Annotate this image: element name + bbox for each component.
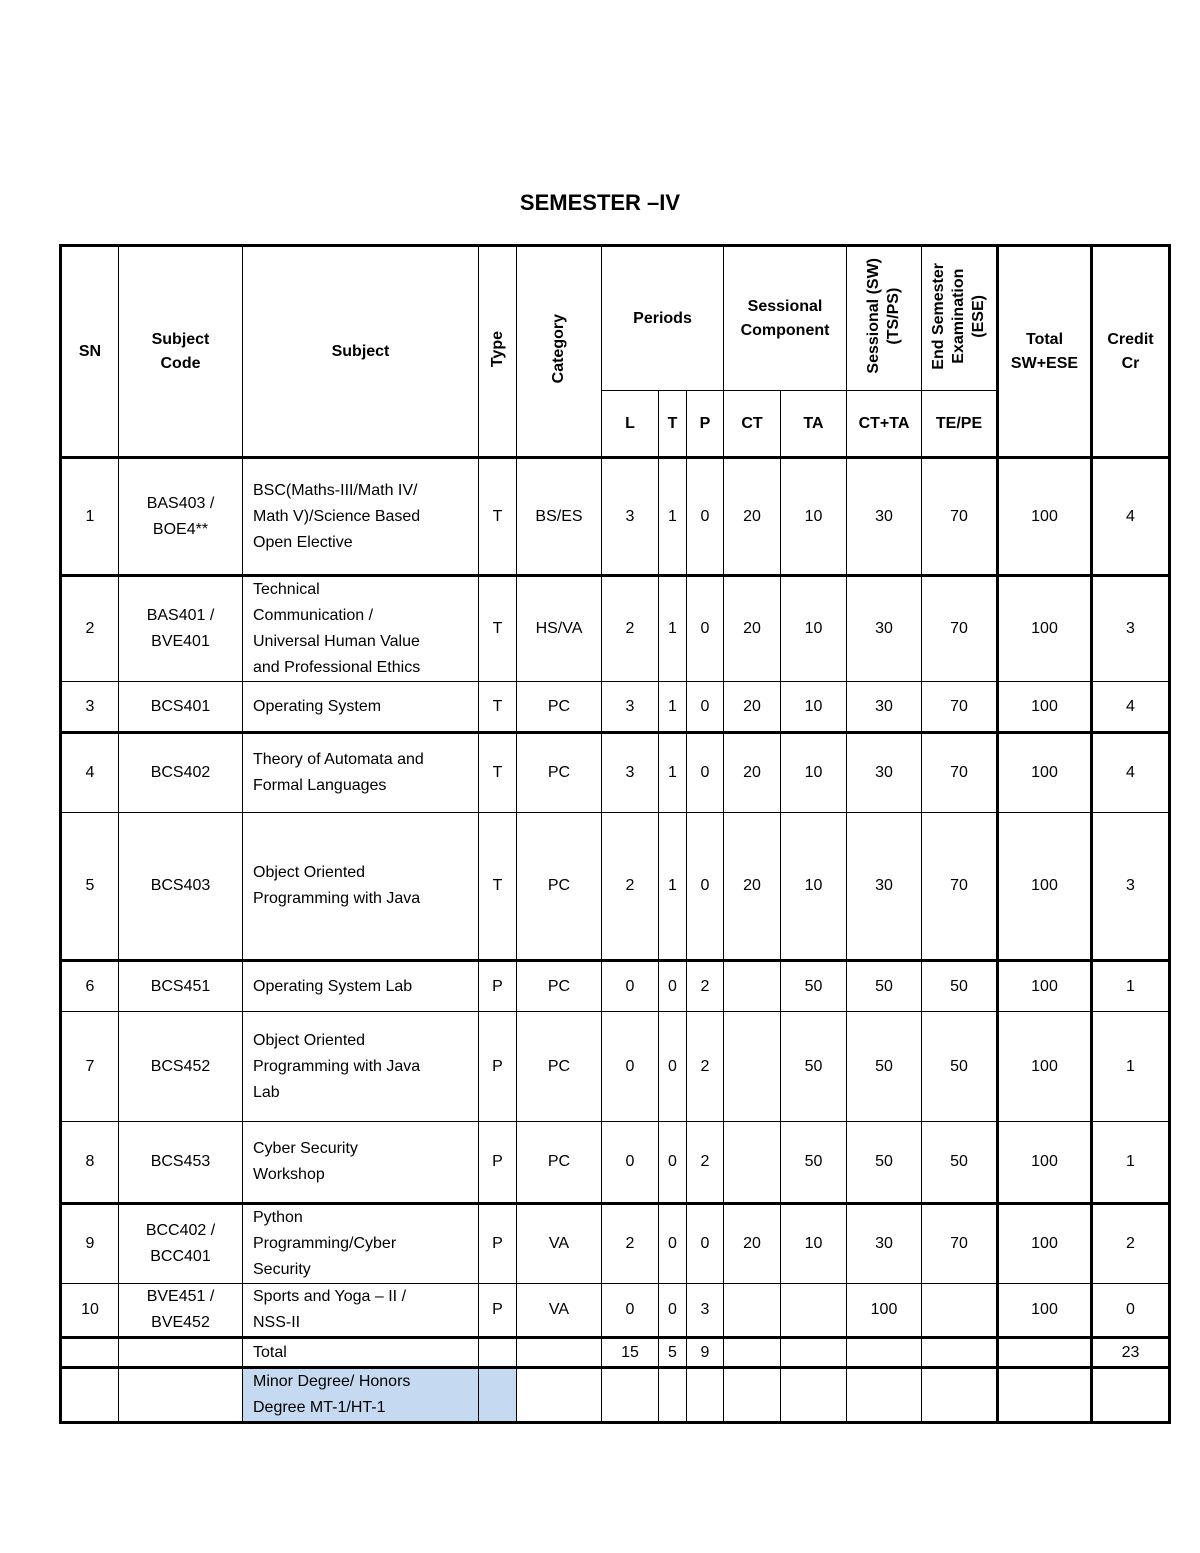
cell-type: P <box>479 1012 517 1122</box>
cell-ta: 10 <box>781 458 847 576</box>
cell-sn: 4 <box>61 733 119 813</box>
table-row <box>61 458 1170 576</box>
cell-type: T <box>479 813 517 961</box>
minor-ta-cell <box>781 1368 847 1423</box>
cell-sn: 6 <box>61 961 119 1012</box>
cell-total: 100 <box>998 813 1092 961</box>
cell-p: 2 <box>687 1122 724 1204</box>
cell-l: 0 <box>602 1122 659 1204</box>
cell-sn: 5 <box>61 813 119 961</box>
cell-code: BCS453 <box>119 1122 243 1204</box>
cell-ta: 10 <box>781 813 847 961</box>
cell-ese: 70 <box>922 682 998 733</box>
cell-t: 1 <box>659 813 687 961</box>
cell-ta: 50 <box>781 961 847 1012</box>
cell-ese <box>922 1284 998 1338</box>
cell-code: BCS451 <box>119 961 243 1012</box>
header-sn: SN <box>61 246 119 458</box>
cell-ct: 20 <box>724 813 781 961</box>
minor-sw-cell <box>847 1368 922 1423</box>
cell-sn: 9 <box>61 1204 119 1284</box>
cell-t: 1 <box>659 576 687 682</box>
cell-t: 0 <box>659 1122 687 1204</box>
cell-t: 1 <box>659 458 687 576</box>
cell-l: 0 <box>602 961 659 1012</box>
cell-subject: Object Oriented Programming with Java <box>243 813 479 961</box>
cell-code: BCS402 <box>119 733 243 813</box>
header-category <box>517 246 602 458</box>
cell-credit: 3 <box>1092 576 1170 682</box>
cell-subject: Technical Communication / Universal Human Value and Professional Ethics <box>243 576 479 682</box>
cell-t: 1 <box>659 733 687 813</box>
cell-ta <box>781 1284 847 1338</box>
cell-l: 2 <box>602 576 659 682</box>
semester-schedule-table <box>59 244 1171 1424</box>
header-sessional-sw <box>847 246 922 391</box>
cell-code: BCS401 <box>119 682 243 733</box>
cell-credit: 1 <box>1092 961 1170 1012</box>
header-ta: TA <box>781 391 847 458</box>
cell-ese: 50 <box>922 1122 998 1204</box>
cell-p: 3 <box>687 1284 724 1338</box>
cell-subject: Operating System <box>243 682 479 733</box>
cell-type: T <box>479 576 517 682</box>
header-l: L <box>602 391 659 458</box>
total-l: 15 <box>602 1338 659 1368</box>
cell-total: 100 <box>998 1284 1092 1338</box>
total-ct-cell <box>724 1338 781 1368</box>
cell-t: 0 <box>659 961 687 1012</box>
cell-sw: 50 <box>847 1122 922 1204</box>
cell-total: 100 <box>998 733 1092 813</box>
cell-ct <box>724 1284 781 1338</box>
cell-type: P <box>479 1204 517 1284</box>
table-row <box>61 1012 1170 1122</box>
cell-subject: Sports and Yoga – II / NSS-II <box>243 1284 479 1338</box>
header-ct: CT <box>724 391 781 458</box>
cell-total: 100 <box>998 1204 1092 1284</box>
total-category-cell <box>517 1338 602 1368</box>
table-row <box>61 682 1170 733</box>
cell-p: 0 <box>687 576 724 682</box>
cell-code: BCC402 / BCC401 <box>119 1204 243 1284</box>
cell-l: 0 <box>602 1012 659 1122</box>
cell-ese: 70 <box>922 458 998 576</box>
header-subject-code: Subject Code <box>119 246 243 458</box>
cell-l: 2 <box>602 813 659 961</box>
minor-sn-cell <box>61 1368 119 1423</box>
cell-category: PC <box>517 1122 602 1204</box>
header-credit: Credit Cr <box>1092 246 1170 458</box>
cell-category: VA <box>517 1284 602 1338</box>
total-code-cell <box>119 1338 243 1368</box>
cell-sw: 30 <box>847 1204 922 1284</box>
cell-l: 3 <box>602 733 659 813</box>
cell-sw: 30 <box>847 733 922 813</box>
cell-l: 3 <box>602 458 659 576</box>
header-periods: Periods <box>602 246 724 391</box>
total-row <box>61 1338 1170 1368</box>
cell-total: 100 <box>998 458 1092 576</box>
header-sessional-component: Sessional Component <box>724 246 847 391</box>
cell-total: 100 <box>998 1012 1092 1122</box>
cell-credit: 4 <box>1092 733 1170 813</box>
cell-ta: 10 <box>781 733 847 813</box>
cell-p: 0 <box>687 1204 724 1284</box>
header-category-label: Category <box>550 314 567 384</box>
cell-code: BVE451 / BVE452 <box>119 1284 243 1338</box>
cell-total: 100 <box>998 682 1092 733</box>
cell-p: 0 <box>687 458 724 576</box>
cell-type: P <box>479 961 517 1012</box>
minor-total-cell <box>998 1368 1092 1423</box>
table-row <box>61 576 1170 682</box>
cell-code: BAS403 / BOE4** <box>119 458 243 576</box>
cell-subject: Operating System Lab <box>243 961 479 1012</box>
cell-p: 0 <box>687 682 724 733</box>
cell-code: BAS401 / BVE401 <box>119 576 243 682</box>
cell-ta: 10 <box>781 682 847 733</box>
table-row <box>61 733 1170 813</box>
minor-ese-cell <box>922 1368 998 1423</box>
cell-sw: 100 <box>847 1284 922 1338</box>
minor-l-cell <box>602 1368 659 1423</box>
cell-ese: 50 <box>922 961 998 1012</box>
cell-type: T <box>479 682 517 733</box>
cell-category: PC <box>517 1012 602 1122</box>
cell-ta: 50 <box>781 1012 847 1122</box>
cell-ese: 70 <box>922 576 998 682</box>
cell-sn: 8 <box>61 1122 119 1204</box>
cell-sn: 3 <box>61 682 119 733</box>
cell-total: 100 <box>998 961 1092 1012</box>
cell-t: 1 <box>659 682 687 733</box>
total-type-cell <box>479 1338 517 1368</box>
cell-ct: 20 <box>724 733 781 813</box>
cell-sn: 10 <box>61 1284 119 1338</box>
page-title: SEMESTER –IV <box>519 190 681 215</box>
cell-ct: 20 <box>724 682 781 733</box>
header-t: T <box>659 391 687 458</box>
header-type-label: Type <box>488 330 506 368</box>
cell-credit: 4 <box>1092 682 1170 733</box>
cell-credit: 1 <box>1092 1122 1170 1204</box>
cell-credit: 0 <box>1092 1284 1170 1338</box>
minor-p-cell <box>687 1368 724 1423</box>
table-row <box>61 813 1170 961</box>
cell-type: P <box>479 1284 517 1338</box>
minor-degree-row <box>61 1368 1170 1423</box>
cell-p: 2 <box>687 1012 724 1122</box>
table-body <box>61 458 1170 1338</box>
minor-code-cell <box>119 1368 243 1423</box>
total-t: 5 <box>659 1338 687 1368</box>
cell-type: T <box>479 733 517 813</box>
cell-subject: BSC(Maths-III/Math IV/ Math V)/Science Based Open Elective <box>243 458 479 576</box>
cell-subject: Object Oriented Programming with Java Lab <box>243 1012 479 1122</box>
cell-subject: Python Programming/Cyber Security <box>243 1204 479 1284</box>
total-sw-cell <box>847 1338 922 1368</box>
cell-sn: 7 <box>61 1012 119 1122</box>
header-total: Total SW+ESE <box>998 246 1092 458</box>
cell-category: PC <box>517 813 602 961</box>
cell-l: 0 <box>602 1284 659 1338</box>
cell-ta: 10 <box>781 1204 847 1284</box>
cell-ta: 10 <box>781 576 847 682</box>
cell-subject: Cyber Security Workshop <box>243 1122 479 1204</box>
cell-p: 2 <box>687 961 724 1012</box>
header-p: P <box>687 391 724 458</box>
total-sn-cell <box>61 1338 119 1368</box>
cell-l: 2 <box>602 1204 659 1284</box>
header-row-top <box>61 246 1170 391</box>
cell-category: BS/ES <box>517 458 602 576</box>
minor-category-cell <box>517 1368 602 1423</box>
cell-t: 0 <box>659 1284 687 1338</box>
cell-code: BCS452 <box>119 1012 243 1122</box>
cell-ese: 70 <box>922 733 998 813</box>
total-credit: 23 <box>1092 1338 1170 1368</box>
minor-credit-cell <box>1092 1368 1170 1423</box>
cell-ta: 50 <box>781 1122 847 1204</box>
cell-ct: 20 <box>724 576 781 682</box>
cell-ese: 50 <box>922 1012 998 1122</box>
header-ct-ta: CT+TA <box>847 391 922 458</box>
header-subject: Subject <box>243 246 479 458</box>
cell-category: PC <box>517 682 602 733</box>
cell-ct: 20 <box>724 458 781 576</box>
minor-ct-cell <box>724 1368 781 1423</box>
total-label: Total <box>243 1338 479 1368</box>
minor-type-cell <box>479 1368 517 1423</box>
cell-subject: Theory of Automata and Formal Languages <box>243 733 479 813</box>
cell-t: 0 <box>659 1204 687 1284</box>
cell-sn: 1 <box>61 458 119 576</box>
cell-credit: 1 <box>1092 1012 1170 1122</box>
table-row <box>61 961 1170 1012</box>
header-type <box>479 246 517 458</box>
cell-sw: 30 <box>847 813 922 961</box>
header-te-pe: TE/PE <box>922 391 998 458</box>
header-end-semester <box>922 246 998 391</box>
cell-sw: 50 <box>847 1012 922 1122</box>
cell-sn: 2 <box>61 576 119 682</box>
table-row <box>61 1204 1170 1284</box>
cell-total: 100 <box>998 576 1092 682</box>
cell-p: 0 <box>687 813 724 961</box>
cell-category: PC <box>517 961 602 1012</box>
cell-p: 0 <box>687 733 724 813</box>
cell-sw: 50 <box>847 961 922 1012</box>
cell-ct: 20 <box>724 1204 781 1284</box>
cell-ese: 70 <box>922 1204 998 1284</box>
cell-credit: 4 <box>1092 458 1170 576</box>
cell-credit: 2 <box>1092 1204 1170 1284</box>
header-sessional-sw-label: Sessional (SW) (TS/PS) <box>865 258 902 374</box>
cell-sw: 30 <box>847 576 922 682</box>
table-row <box>61 1122 1170 1204</box>
cell-category: VA <box>517 1204 602 1284</box>
cell-category: PC <box>517 733 602 813</box>
cell-type: T <box>479 458 517 576</box>
cell-ct <box>724 1122 781 1204</box>
table-row <box>61 1284 1170 1338</box>
cell-total: 100 <box>998 1122 1092 1204</box>
minor-t-cell <box>659 1368 687 1423</box>
cell-ct <box>724 961 781 1012</box>
cell-code: BCS403 <box>119 813 243 961</box>
total-p: 9 <box>687 1338 724 1368</box>
cell-ese: 70 <box>922 813 998 961</box>
cell-l: 3 <box>602 682 659 733</box>
cell-credit: 3 <box>1092 813 1170 961</box>
minor-degree-label: Minor Degree/ Honors Degree MT-1/HT-1 <box>243 1368 479 1423</box>
cell-sw: 30 <box>847 682 922 733</box>
cell-type: P <box>479 1122 517 1204</box>
total-total-cell <box>998 1338 1092 1368</box>
cell-sw: 30 <box>847 458 922 576</box>
cell-t: 0 <box>659 1012 687 1122</box>
cell-category: HS/VA <box>517 576 602 682</box>
header-end-semester-label: End Semester Examination (ESE) <box>930 262 987 370</box>
total-ese-cell <box>922 1338 998 1368</box>
cell-ct <box>724 1012 781 1122</box>
total-ta-cell <box>781 1338 847 1368</box>
